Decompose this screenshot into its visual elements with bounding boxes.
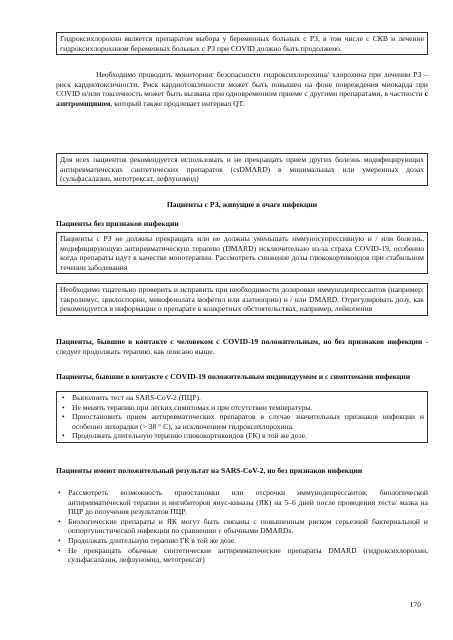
contact-no-infection-bold: Пациенты, бывшие в контакте с человеком с COVID-19 положительным, но без признаков инфекции - (56, 337, 428, 346)
list-item: • Продолжать длительную терапию глюкокортикоидов (ГК) в той же дозе. (72, 431, 424, 441)
list-item: • Не прекращать обычные синтетические антиревматические препараты DMARD (гидроксихлорохин, сульфасалазин, лефлуномид, метотрексат) (68, 546, 428, 565)
cardiotoxicity-text: Необходимо проводить мониторинг безопасности гидроксихлорохина/ хлорохина при лечении РЗ – риск кардиотоксичности. Риск кардиотоксичности может быть повышен на фоне повреждения миокарда при COVID и/или токсичность может быть вызвана при одновременном приеме с другими препаратами, в частности (56, 70, 428, 99)
page-number: 170 (409, 600, 421, 609)
list-item: • Выполнить тест на SARS-CoV-2 (ПЦР). (72, 393, 424, 403)
box-check-dosage: Необходимо тщательно проверить и исправить при необходимости дозировки иммунодепрессантов (например: такролимус, циклоспорин, микофенолата мофетил или азатиоприн) и / или DMARD. Отрегулировать дозу, как рекомендуется в информации о препарате в конкретных обстоятельствах, например, лейкопения (56, 283, 428, 316)
heading-no-infection-signs: Пациенты без признаков инфекции (56, 219, 179, 228)
heading-positive-no-infection: Пациенты имеют положительный результат на SARS-CoV-2, но без признаков инфекции (56, 466, 363, 475)
box-do-not-stop-therapy: Пациенты с РЗ не должны прекращать или не должны уменьшать иммуносупрессивную и / или болезнь, модифицирующую антиревматическую терапию (DMARD) исключительно из-за страха COVID-19, особенно когда препараты идут в качестве монотерапии. Рассмотреть снижение дозы глюкокортикоидов при стабильном течении заболевания (56, 232, 428, 274)
cardiotoxicity-tail: , который также продлевает интервал QT. (110, 98, 245, 108)
list-item: • Приостановить прием антиревматических препаратов в случае значительных признаков инфекции и особенно лихорадки (> 38 ° С), за исключением гидроксихлорохина. (72, 412, 424, 431)
paragraph-contact-no-infection (56, 337, 428, 356)
list-item: • Продолжать длительную терапию ГК в той же дозе. (68, 536, 428, 546)
list-item: • Не менять терапию при легких симптомах и при отсутствии температуры. (72, 403, 424, 413)
list-item: • Биологические препараты и ЯК могут быть связаны с повышенным риском серьезной бактериальной и оппортунистической инфекции по сравнению с обычными DMARDs. (68, 517, 428, 536)
box-csdmard: Для всех пациентов рекомендуется использовать и не прекращать прием других болезнь модифицирующих антиревматических синтетических препаратов (csDMARD) в минимальных или умеренных дозах (сульфасалазин, метотрексат, лефлуномид) (56, 153, 428, 186)
paragraph-cardiotoxicity (56, 70, 428, 108)
list-positive-no-infection (56, 488, 428, 565)
heading-contact-symptoms: Пациенты, бывшие в контакте с COVID-19 положительным индивидуумом и с симптомами инфекции (56, 372, 411, 381)
contact-no-infection-text: следует продолжать терапию, как описано выше. (56, 346, 215, 356)
heading-patients-in-focus: Пациенты с РЗ, живущие в очаге инфекции (166, 200, 318, 209)
box-contact-symptoms-list (56, 391, 428, 443)
box-hydroxychloroquine-pregnancy: Гидроксихлорохин является препаратом выбора у беременных больных с РЗ, в том числе с СКВ и лечение гидроксихлорохином беременных больных с РЗ при COVID должно быть продолжено. (56, 32, 428, 55)
list-item: • Рассмотреть возможность приостановки или отсрочки иммунодепрессантов, биологической антиревматической терапии и ингибиторов янус-киназы (ЯК) на 5–6 дней после проведения теста/ мазка на ПЦР до получения результатов ПЦР. (68, 488, 428, 517)
cardiotoxicity-bold: с азитромицином (56, 89, 428, 108)
